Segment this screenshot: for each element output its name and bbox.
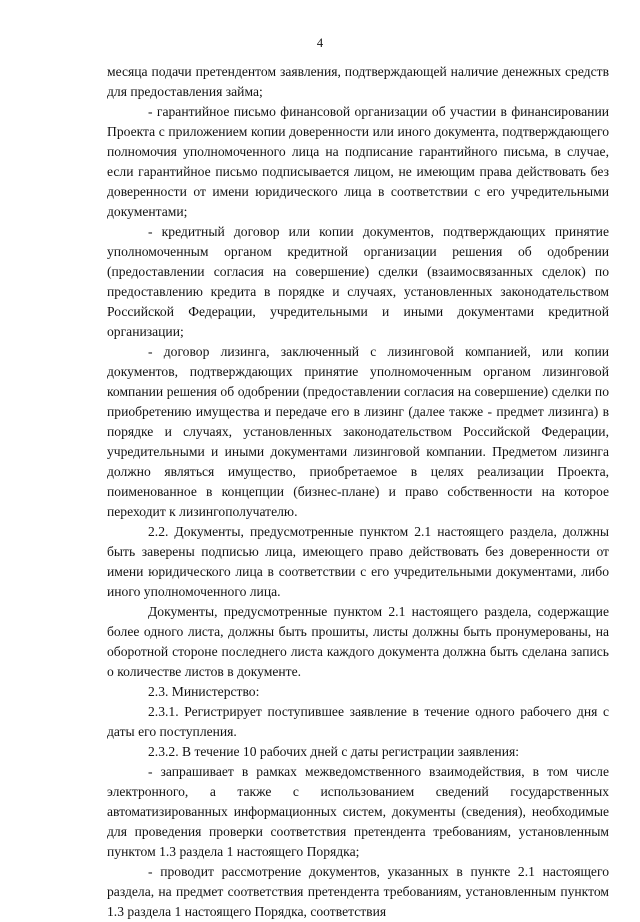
paragraph-10: - запрашивает в рамках межведомственного взаимодействия, в том числе электронного, а также с использованием сведений государственных автоматизированных информационных систем, документы (сведения), необходимые для проведения проверки соответствия претендента требованиям, установленным пунктом 1.3 раздела 1 настоящего Порядка;	[107, 764, 609, 859]
page-number: 4	[316, 36, 324, 50]
paragraph-2: - гарантийное письмо финансовой организации об участии в финансировании Проекта с приложением копии доверенности или иного документа, подтверждающего полномочия уполномоченного лица на подписание гарантийного письма, в случае, если гарантийное письмо подписывается лицом, не имеющим права действовать без доверенности от имени юридического лица в соответствии с его учредительными документами;	[107, 104, 609, 219]
paragraph-9: 2.3.2. В течение 10 рабочих дней с даты регистрации заявления:	[148, 744, 519, 759]
paragraph-8: 2.3.1. Регистрирует поступившее заявление в течение одного рабочего дня с даты его поступления.	[107, 704, 609, 739]
paragraph-7: 2.3. Министерство:	[148, 684, 260, 699]
paragraph-5: 2.2. Документы, предусмотренные пунктом 2.1 настоящего раздела, должны быть заверены подписью лица, имеющего право действовать без доверенности от имени юридического лица в соответствии с его учредительными документами, либо иного уполномоченного лица.	[107, 524, 609, 599]
paragraph-1: месяца подачи претендентом заявления, подтверждающей наличие денежных средств для предоставления займа;	[107, 64, 609, 99]
paragraph-6: Документы, предусмотренные пунктом 2.1 настоящего раздела, содержащие более одного листа, должны быть прошиты, листы должны быть пронумерованы, на оборотной стороне последнего листа каждого документа должна быть сделана запись о количестве листов в документе.	[107, 604, 609, 679]
paragraph-3: - кредитный договор или копии документов, подтверждающих принятие уполномоченным органом кредитной организации решения об одобрении (предоставлении согласия на совершение) сделки (взаимосвязанных сделок) по предоставлению кредита в порядке и случаях, установленных законодательством Российской Федерации, учредительными и иными документами кредитной организации;	[107, 224, 609, 339]
paragraph-4: - договор лизинга, заключенный с лизинговой компанией, или копии документов, подтверждающих принятие уполномоченным органом лизинговой компании решения об одобрении (предоставлении согласия на совершение) сделки по приобретению имущества и передаче его в лизинг (далее также - предмет лизинга) в порядке и случаях, установленных законодательством Российской Федерации, учредительными и иными документами лизинговой компании. Предметом лизинга должно являться имущество, приобретаемое в целях реализации Проекта, поименованное в концепции (бизнес-плане) и право собственности на которое переходит к лизингополучателю.	[107, 344, 609, 519]
paragraph-11: - проводит рассмотрение документов, указанных в пункте 2.1 настоящего раздела, на предмет соответствия претендента требованиям, установленным пунктом 1.3 раздела 1 настоящего Порядка, соответствия	[107, 864, 609, 919]
document-body	[107, 62, 609, 922]
